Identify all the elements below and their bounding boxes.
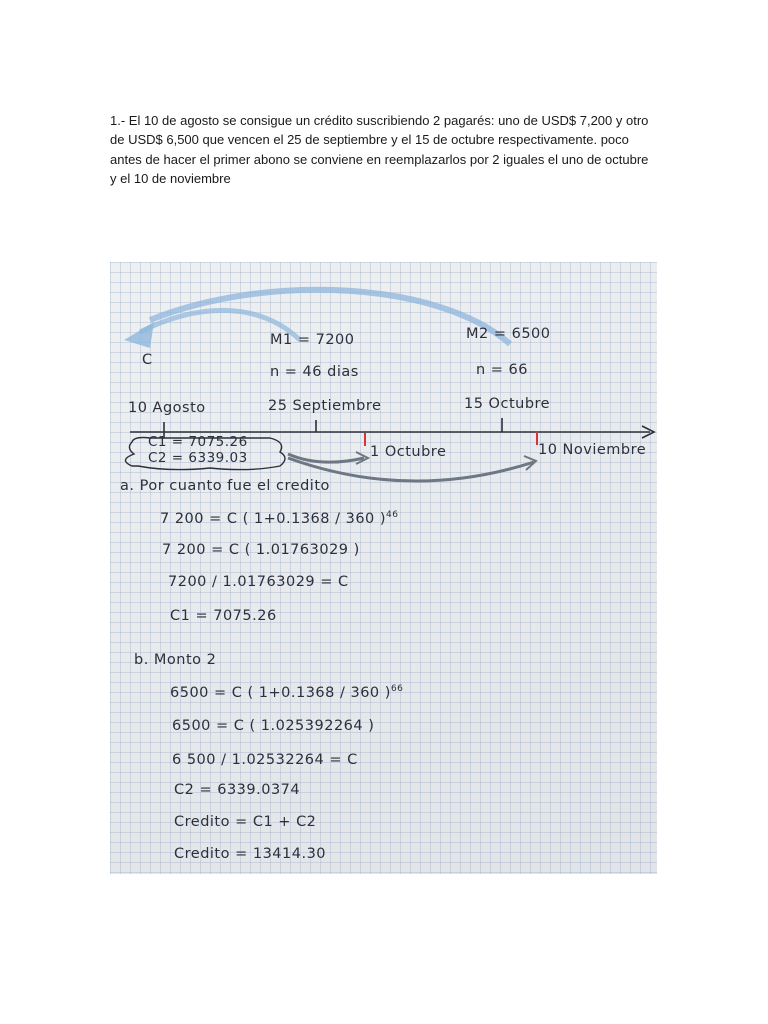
b-line-5: Credito = C1 + C2: [174, 814, 317, 830]
date-octubre: 15 Octubre: [464, 396, 551, 412]
date-10-noviembre: 10 Noviembre: [538, 442, 647, 458]
section-b-title: b. Monto 2: [134, 652, 217, 668]
c2-box-value: C2 = 6339.03: [148, 450, 248, 466]
problem-statement: 1.- El 10 de agosto se consigue un crédito suscribiendo 2 pagarés: uno de USD$ 7,200 y otro de USD$ 6,500 que vencen el 25 de septiembre y el 15 de octubre respectivamente. poco antes de hacer el primer abono se conviene en reemplazarlos por 2 iguales el uno de octubre y el 10 de noviembre: [110, 113, 649, 187]
b-line-1: 6500 = C ( 1+0.1368 / 360 )$^{66}$: [170, 684, 404, 701]
b-line-1-exponent: 66: [390, 684, 404, 694]
date-agosto: 10 Agosto: [128, 400, 206, 416]
capital-c-label: C: [142, 352, 153, 368]
date-septiembre: 25 Septiembre: [268, 398, 382, 414]
b-line-6: Credito = 13414.30: [174, 846, 327, 862]
a-line-2: 7 200 = C ( 1.01763029 ): [162, 542, 360, 558]
handwritten-notes-photo: [110, 262, 657, 874]
b-line-2: 6500 = C ( 1.025392264 ): [172, 718, 375, 734]
n2-label: n = 66: [476, 362, 529, 378]
b-line-4: C2 = 6339.0374: [174, 782, 301, 798]
arrow-head-blue: [124, 322, 154, 348]
a-line-3: 7200 / 1.01763029 = C: [168, 574, 349, 590]
c1-box-value: C1 = 7075.26: [148, 434, 248, 450]
a-line-1-exponent: 46: [386, 510, 399, 520]
m1-label: M1 = 7200: [270, 332, 355, 348]
n1-label: n = 46 dias: [270, 364, 359, 380]
a-line-1: 7 200 = C ( 1+0.1368 / 360 )$^{46}$: [160, 510, 399, 527]
section-a-title: a. Por cuanto fue el credito: [120, 478, 330, 494]
m2-label: M2 = 6500: [466, 326, 551, 342]
b-line-3: 6 500 / 1.02532264 = C: [172, 752, 358, 768]
a-line-4: C1 = 7075.26: [170, 608, 277, 624]
date-1-octubre: 1 Octubre: [370, 444, 447, 460]
